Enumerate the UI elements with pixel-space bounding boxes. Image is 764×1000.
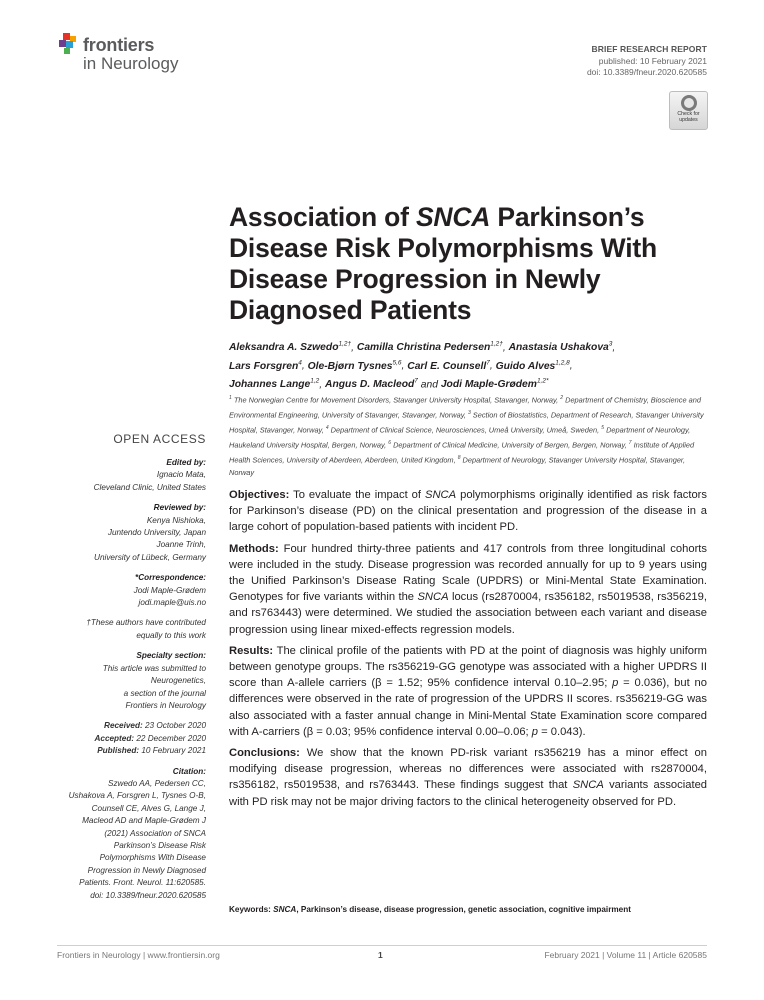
specialty-text: Neurogenetics, — [150, 676, 206, 686]
specialty-text: Frontiers in Neurology — [125, 700, 206, 710]
keyword-list: , Parkinson’s disease, disease progression, genetic association, cognitive impairment — [296, 905, 631, 914]
article-info-sidebar — [46, 457, 206, 902]
abstract-objectives: Objectives: To evaluate the impact of SNCA polymorphisms originally identified as risk factors for Parkinson’s disease (PD) on the clinical presentation and progression of the disease in a large cohort of population-based patients with incident PD. — [229, 489, 707, 534]
equal-contribution-note: equally to this work — [136, 630, 206, 640]
specialty-heading: Specialty section: — [136, 651, 206, 661]
title-line: Disease Risk Polymorphisms With — [229, 233, 658, 263]
title-line: Diagnosed Patients — [229, 295, 472, 325]
citation-line: Counsell CE, Alves G, Lange J, — [91, 803, 206, 813]
journal-logo[interactable] — [57, 33, 197, 77]
author[interactable]: Carl E. Counsell$^7$ — [407, 359, 490, 372]
title-gene: SNCA — [415, 202, 491, 232]
keywords — [229, 904, 707, 915]
citation-line: (2021) Association of SNCA — [104, 828, 206, 838]
citation-line: Polymorphisms With Disease — [99, 853, 206, 863]
abstract — [229, 487, 707, 815]
correspondence-heading: *Correspondence: — [135, 573, 206, 583]
reviewer-affiliation: Juntendo University, Japan — [107, 528, 206, 538]
author[interactable]: Aleksandra A. Szwedo$^{1,2\dagger}$ — [229, 341, 352, 354]
citation-line: Parkinson’s Disease Risk — [113, 840, 206, 850]
article-header-meta — [587, 44, 707, 79]
open-access-label: OPEN ACCESS — [113, 432, 206, 446]
editor-name: Ignacio Mata, — [156, 470, 206, 480]
logo-wordmark-journal: in Neurology — [83, 54, 179, 73]
abstract-conclusions: Conclusions: We show that the known PD-risk variant rs356219 has a minor effect on modifying disease progression, whereas no differences were associated with rs2870004, rs356182, rs5019538, and rs763443. These findings suggest that SNCA variants associated with PD risk may not be major driving factors to the clinical heterogeneity observed for PD. — [229, 747, 708, 808]
keyword: SNCA — [273, 905, 297, 914]
citation-line: Szwedo AA, Pedersen CC, — [108, 778, 206, 788]
published-date-sidebar: Published: 10 February 2021 — [97, 746, 206, 756]
citation-heading: Citation: — [172, 766, 206, 776]
abstract-results: Results: The clinical profile of the patients with PD at the point of diagnosis was highly uniform between genotype groups. The rs356219-GG genotype was associated with a higher UPDRS II score than A-allele carriers (β = 1.52; 95% confidence interval 0.10–2.95; p = 0.036), but no differences were observed in the rate of progression of the UPDRS II scores. rs356219-GG was also associated with a faster annual change in Mini-Mental State Examination score compared with A-carriers (β = 0.03; 95% confidence interval 0.00–0.06; p = 0.043). — [229, 644, 707, 738]
check-for-updates-badge[interactable] — [669, 91, 708, 130]
edited-by-heading: Edited by: — [166, 458, 206, 467]
accepted-date: Accepted: 22 December 2020 — [94, 733, 206, 743]
specialty-text: a section of the journal — [123, 688, 206, 698]
reviewer-affiliation: University of Lübeck, Germany — [94, 552, 206, 562]
author[interactable]: Lars Forsgren$^4$ — [229, 359, 302, 372]
article-type: BRIEF RESEARCH REPORT — [591, 44, 707, 54]
check-updates-label: Check for updates — [677, 111, 700, 123]
editor-affiliation: Cleveland Clinic, United States — [93, 482, 206, 492]
author[interactable]: Anastasia Ushakova$^3$ — [508, 341, 613, 354]
title-line: Disease Progression in Newly — [229, 264, 601, 294]
specialty-text: This article was submitted to — [102, 663, 206, 673]
citation-line: Macleod AD and Maple-Grødem J — [82, 816, 206, 826]
check-updates-icon — [681, 95, 697, 111]
citation-line: Progression in Newly Diagnosed — [87, 865, 206, 875]
author[interactable]: Camilla Christina Pedersen$^{1,2\dagger}$ — [356, 341, 503, 354]
reviewer-name: Kenya Nishioka, — [146, 515, 206, 525]
title-part: Association of — [229, 202, 416, 232]
published-date: published: 10 February 2021 — [598, 55, 707, 66]
reviewed-by-heading: Reviewed by: — [153, 503, 206, 513]
equal-contribution-note: †These authors have contributed — [86, 618, 206, 628]
author[interactable]: Ole-Bjørn Tysnes$^{5,6}$ — [307, 359, 402, 372]
frontiers-logo-icon — [57, 33, 81, 55]
footer-journal-link[interactable]: Frontiers in Neurology | www.frontiersin.org — [57, 950, 220, 960]
article-doi[interactable]: doi: 10.3389/fneur.2020.620585 — [586, 67, 707, 77]
article-title — [229, 202, 709, 326]
logo-wordmark-frontiers: frontiers — [83, 35, 155, 55]
correspondence-email[interactable]: jodi.maple@uis.no — [138, 598, 206, 608]
author-list: Aleksandra A. Szwedo$^{1,2\dagger}$, Camilla Christina Pedersen$^{1,2\dagger}$, Anastasia Ushakova$^3$, Lars Forsgren$^4$, Ole-Bjørn Tysnes$^{5,6}$, Carl E. Counsell$^7$, Guido Alves$^{1,2,8}$, Johannes Lange$^{1,2}$, Angus D. Macleod$^7$ and Jodi Maple-Grødem$^{1,2*}$ — [229, 341, 616, 391]
title-part: Parkinson’s — [490, 202, 645, 232]
author[interactable]: Guido Alves$^{1,2,8}$ — [495, 359, 570, 372]
page-number: 1 — [378, 950, 383, 960]
reviewer-name: Joanne Trinh, — [156, 540, 206, 550]
received-date: Received: 23 October 2020 — [104, 721, 206, 731]
affiliations: $^1$ The Norwegian Centre for Movement Disorders, Stavanger University Hospital, Stavanger, Norway, $^2$ Department of Chemistry, Bioscience and Environmental Engineering, University of Stavanger, Stavanger, Norway, $^3$ Section of Biostatistics, Department of Research, Stavanger University Hospital, Stavanger, Norway, $^4$ Department of Clinical Science, Neurosciences, Umeå University, Umeå, Sweden, $^5$ Department of Neurology, Haukeland University Hospital, Bergen, Norway, $^6$ Department of Clinical Medicine, University of Bergen, Bergen, Norway, $^7$ Institute of Applied Health Sciences, University of Aberdeen, Aberdeen, United Kingdom, $^8$ Department of Neurology, Stavanger University Hospital, Stavanger, Norway — [229, 395, 704, 477]
keywords-label: Keywords: — [229, 905, 274, 914]
citation-line: Patients. Front. Neurol. 11:620585. — [79, 878, 206, 888]
citation-line[interactable]: doi: 10.3389/fneur.2020.620585 — [90, 890, 206, 900]
citation-line: Ushakova A, Forsgren L, Tysnes O-B, — [68, 791, 206, 801]
footer-issue-info: February 2021 | Volume 11 | Article 620585 — [544, 950, 707, 960]
author[interactable]: Jodi Maple-Grødem$^{1,2*}$ — [440, 377, 549, 391]
correspondence-name: Jodi Maple-Grødem — [133, 585, 206, 595]
footer-divider — [57, 945, 707, 946]
author[interactable]: Johannes Lange$^{1,2}$ — [229, 377, 320, 391]
abstract-methods: Methods: Four hundred thirty-three patients and 417 controls from three longitudinal cohorts were included in the study. Disease progression was recorded annually for up to 9 years using the Unified Parkinson’s Disease Rating Scale (UPDRS) or Mini-Mental State Examination. Genotypes for five variants within the SNCA locus (rs2870004, rs356182, rs5019538, rs356219, and rs763443) were determined. We studied the association between each variant and disease progression using linear mixed-effects regression models. — [229, 542, 707, 636]
author[interactable]: Angus D. Macleod$^7$ — [325, 377, 418, 391]
